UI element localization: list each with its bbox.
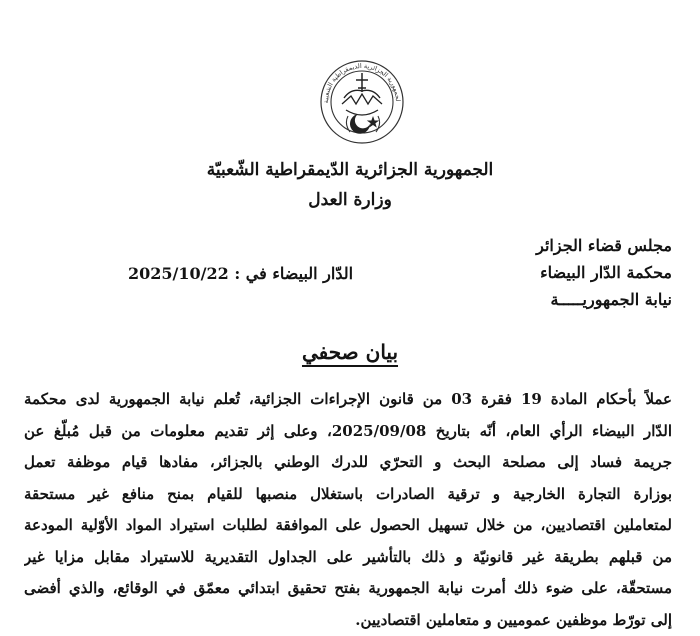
ministry-heading: وزارة العدل: [180, 190, 520, 210]
court-name: محكمة الدّار البيضاء: [536, 259, 672, 286]
emblem-inscription: لجمهورية الجزائرية الديمقراطية الشعبية: [318, 58, 402, 103]
body-line: جريمة فساد إلى مصلحة البحث و التحرّي للدرك الوطني بالجزائر، مفادها قيام موظفة تعمل: [24, 447, 672, 479]
body-line: الدّار البيضاء الرأي العام، أنّه بتاريخ 2025/09/08، وعلى إثر تقديم معلومات من قبل مُبلّغ عن: [24, 416, 672, 448]
body-line: من قبلهم بطريقة غير قانونيّة و ذلك بالتأشير على الجداول التقديرية للاستيراد مقابل مزايا غير: [24, 542, 672, 574]
body-line: بوزارة التجارة الخارجية و ترقية الصادرات باستغلال منصبها للقيام بمنح منافع غير مستحقة: [24, 479, 672, 511]
emblem-graphic: [318, 58, 406, 146]
issuer-block: [536, 232, 672, 313]
body-line: مستحقّة، على ضوء ذلك أمرت نيابة الجمهورية بفتح تحقيق ابتدائي معمّق في الوقائع، والذي أفضى: [24, 573, 672, 605]
body-line: لمتعاملين اقتصاديين، من خلال تسهيل الحصول على الموافقة لطلبات استيراد المواد الأوّلية المودعة: [24, 510, 672, 542]
body-line: إلى تورّط موظفين عموميين و متعاملين اقتصاديين.: [24, 605, 672, 636]
algeria-emblem-icon: [318, 58, 406, 146]
council-name: مجلس قضاء الجزائر: [536, 232, 672, 259]
prosecution-name: نيابة الجمهوريـــــة: [536, 286, 672, 313]
republic-heading: الجمهورية الجزائرية الدّيمقراطية الشّعبيّة: [180, 160, 520, 180]
place-date: الدّار البيضاء في : 2025/10/22: [128, 264, 353, 283]
document-title: بيان صحفي: [280, 340, 420, 364]
press-release-body: [24, 384, 672, 636]
body-line: عملاً بأحكام المادة 19 فقرة 03 من قانون الإجراءات الجزائية، تُعلم نيابة الجمهورية لدى محكمة: [24, 384, 672, 416]
